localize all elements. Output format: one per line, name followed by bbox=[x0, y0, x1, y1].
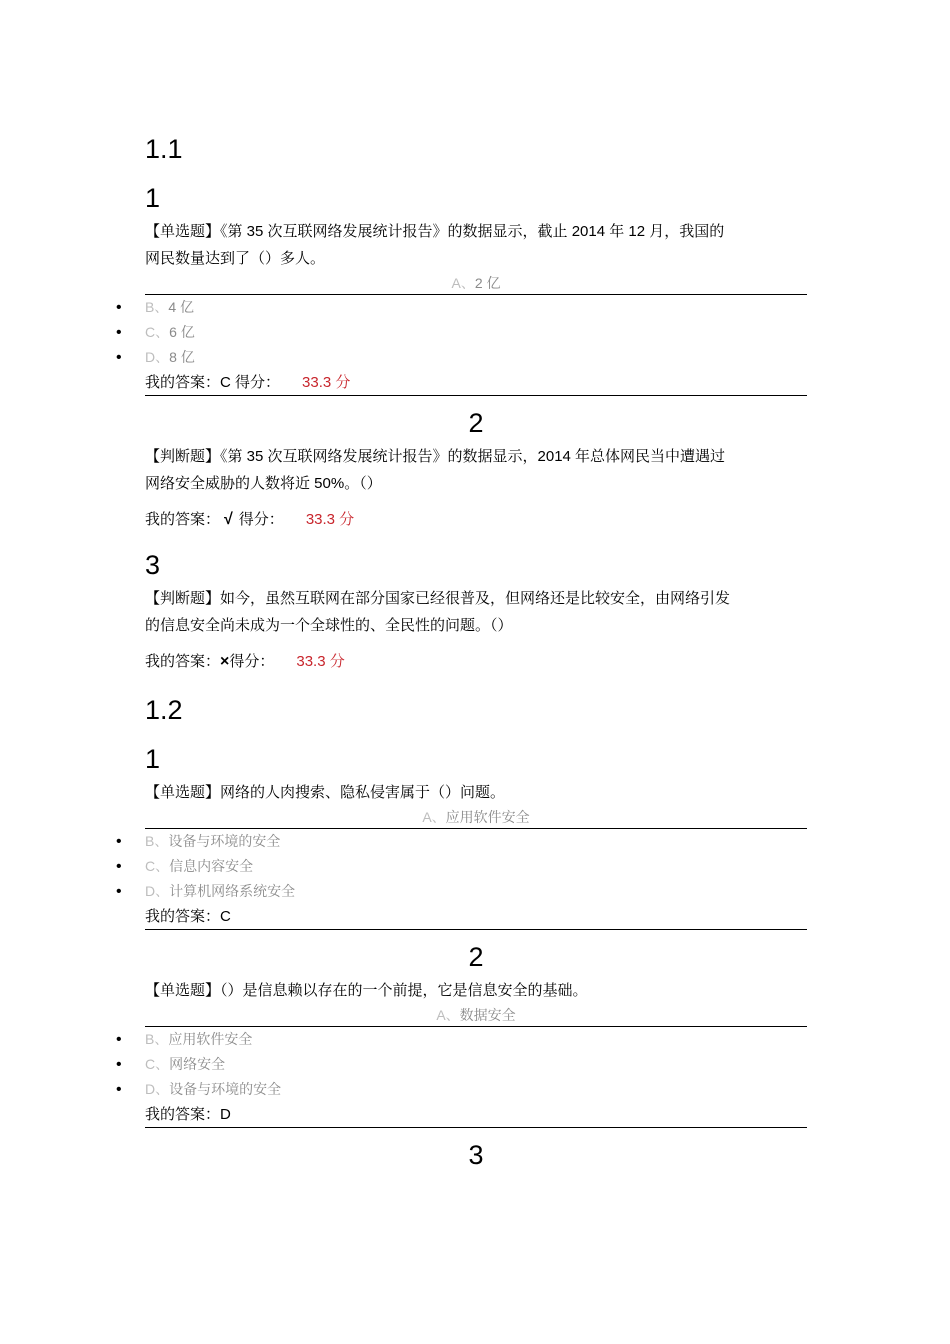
question-text-line: 【单选题】《第 35 次互联网络发展统计报告》的数据显示，截止 2014 年 12 月，我国的 bbox=[145, 223, 725, 240]
option-a: A、2 亿 bbox=[451, 275, 501, 291]
question-text-line: 【单选题】（）是信息赖以存在的一个前提，它是信息安全的基础。 bbox=[145, 982, 588, 999]
bullet-icon: • bbox=[116, 883, 122, 900]
option-item: • B、设备与环境的安全 bbox=[145, 829, 807, 854]
bullet-icon: • bbox=[116, 1031, 122, 1048]
section-heading: 1.2 bbox=[145, 695, 183, 725]
question-number: 1 bbox=[145, 183, 161, 213]
answer-value: D bbox=[220, 1106, 231, 1123]
option-a: A、数据安全 bbox=[436, 1007, 516, 1023]
option-item: • C、网络安全 bbox=[145, 1052, 807, 1077]
option-item: • B、应用软件安全 bbox=[145, 1027, 807, 1052]
option-item: • C、6 亿 bbox=[145, 320, 807, 345]
answer-line: 我的答案：C 得分： 33.3 分 bbox=[145, 374, 351, 391]
question-number: 3 bbox=[468, 1140, 484, 1170]
answer-line: 我的答案：×得分： 33.3 分 bbox=[145, 653, 345, 670]
section-heading: 1.1 bbox=[145, 134, 183, 164]
answer-line: 我的答案：C bbox=[145, 908, 231, 925]
question-text-line: 网络安全威胁的人数将近 50%。（） bbox=[145, 475, 382, 492]
score-value: 33.3 分 bbox=[305, 511, 355, 528]
bullet-icon: • bbox=[116, 1056, 122, 1073]
question-text-line: 的信息安全尚未成为一个全球性的、全民性的问题。（） bbox=[145, 617, 513, 634]
option-item: • D、设备与环境的安全 bbox=[145, 1077, 807, 1102]
question-number: 1 bbox=[145, 744, 161, 774]
answer-line: 我的答案： √ 得分： 33.3 分 bbox=[145, 511, 355, 528]
bullet-icon: • bbox=[116, 833, 122, 850]
bullet-icon: • bbox=[116, 1081, 122, 1098]
bullet-icon: • bbox=[116, 299, 122, 316]
question-number: 3 bbox=[145, 550, 161, 580]
question-text-line: 【单选题】网络的人肉搜索、隐私侵害属于（）问题。 bbox=[145, 784, 506, 801]
score-value: 33.3 分 bbox=[296, 653, 345, 670]
score-value: 33.3 分 bbox=[302, 374, 351, 391]
check-mark-icon: √ bbox=[224, 511, 233, 528]
bullet-icon: • bbox=[116, 858, 122, 875]
document-content bbox=[116, 130, 807, 1173]
question-number: 2 bbox=[468, 942, 484, 972]
option-item: • B、4 亿 bbox=[145, 295, 807, 320]
question-text-line: 【判断题】《第 35 次互联网络发展统计报告》的数据显示，2014 年总体网民当中遭遇过 bbox=[145, 448, 726, 465]
option-list bbox=[116, 829, 807, 904]
answer-value: C bbox=[220, 908, 231, 925]
bullet-icon: • bbox=[116, 349, 122, 366]
question-text-line: 网民数量达到了（）多人。 bbox=[145, 250, 326, 267]
cross-mark-icon: × bbox=[220, 653, 230, 670]
answer-value: C bbox=[220, 374, 231, 391]
question-text-line: 【判断题】如今，虽然互联网在部分国家已经很普及，但网络还是比较安全，由网络引发 bbox=[145, 590, 731, 607]
option-list bbox=[116, 1027, 807, 1102]
option-list bbox=[116, 295, 807, 370]
question-number: 2 bbox=[468, 408, 484, 438]
option-item: • D、计算机网络系统安全 bbox=[145, 879, 807, 904]
bullet-icon: • bbox=[116, 324, 122, 341]
option-item: • D、8 亿 bbox=[145, 345, 807, 370]
answer-line: 我的答案：D bbox=[145, 1106, 231, 1123]
option-a: A、应用软件安全 bbox=[422, 809, 530, 825]
option-item: • C、信息内容安全 bbox=[145, 854, 807, 879]
